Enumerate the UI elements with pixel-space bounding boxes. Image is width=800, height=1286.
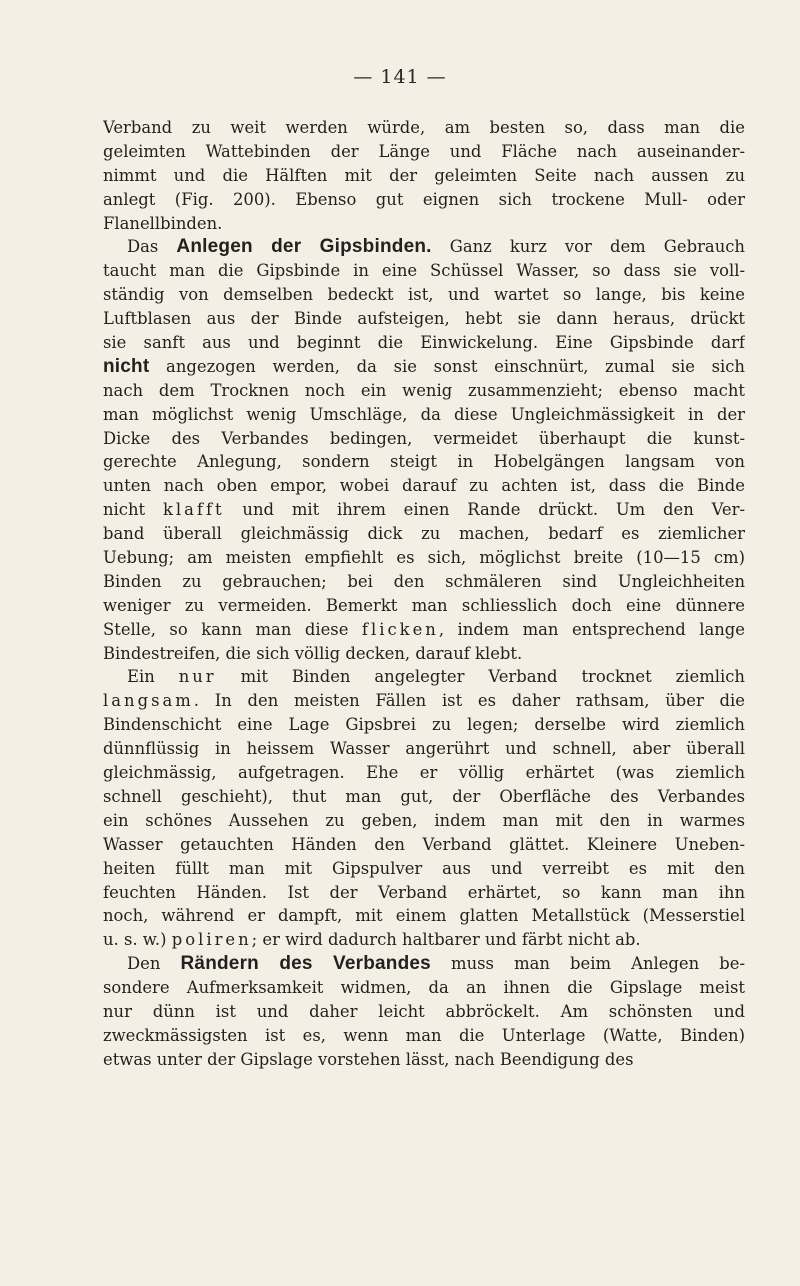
text-run: geleimten Wattebinden der Länge und Fläche nach auseinander- [103, 141, 745, 161]
text-line [103, 689, 745, 713]
text-run: Bindenschicht eine Lage Gipsbrei zu legen; derselbe wird ziemlich [103, 715, 745, 735]
text-run: ständig von demselben bedeckt ist, und wartet so lange, bis keine [103, 285, 745, 305]
text-line [103, 450, 745, 474]
text-line [103, 881, 745, 905]
text-line [103, 1024, 745, 1048]
body-text [103, 116, 745, 1072]
text-line [103, 833, 745, 857]
text-run: zweckmässigsten ist es, wenn man die Unterlage (Watte, Binden) [103, 1025, 745, 1045]
text-run: Binden zu gebrauchen; bei den schmäleren sind Ungleichheiten [103, 571, 745, 591]
text-line [103, 1000, 745, 1024]
text-run: feuchten Händen. Ist der Verband erhärtet, so kann man ihn [103, 882, 745, 902]
text-line [103, 976, 745, 1000]
text-run: sie sanft aus und beginnt die Einwickelung. Eine Gipsbinde darf [103, 333, 745, 353]
text-run: Luftblasen aus der Binde aufsteigen, hebt sie dann heraus, drückt [103, 309, 745, 329]
emphasized-spaced-word: langsam [103, 691, 194, 711]
text-line [103, 379, 745, 403]
text-run: nur dünn ist und daher leicht abbröckelt. Am schönsten und [103, 1001, 745, 1021]
text-run: Ganz kurz vor dem Gebrauch [431, 237, 745, 257]
text-run: Ein [127, 667, 179, 687]
text-run: u. s. w.) [103, 930, 172, 950]
text-run: nicht [103, 500, 163, 520]
text-run: heiten füllt man mit Gipspulver aus und verreibt es mit den [103, 858, 745, 878]
text-run: . In den meisten Fällen ist es daher rathsam, über die [193, 691, 745, 711]
text-run: Den [127, 954, 181, 974]
text-line [103, 403, 745, 427]
text-line [103, 761, 745, 785]
text-line [103, 857, 745, 881]
text-line [103, 904, 745, 928]
text-run: band überall gleichmässig dick zu machen, bedarf es ziemlicher [103, 524, 745, 544]
text-run: anlegt (Fig. 200). Ebenso gut eignen sich trockene Mull- oder [103, 189, 745, 209]
text-line [103, 140, 745, 164]
text-run: ; er wird dadurch haltbarer und färbt nicht ab. [251, 930, 641, 950]
bold-heading-phrase: Anlegen der Gipsbinden. [176, 236, 432, 258]
text-line [103, 522, 745, 546]
emphasized-spaced-word: poliren [171, 930, 252, 950]
text-run: schnell geschieht), thut man gut, der Oberfläche des Verbandes [103, 786, 745, 806]
text-run: man möglichst wenig Umschläge, da diese Ungleichmässigkeit in der [103, 404, 745, 424]
text-line [103, 498, 745, 522]
text-run: unten nach oben empor, wobei darauf zu achten ist, dass die Binde [103, 476, 745, 496]
text-run: Das [127, 237, 177, 257]
text-run: , indem man entsprechend lange [438, 619, 745, 639]
text-line [103, 665, 745, 689]
emphasized-spaced-word: flicken [361, 619, 439, 639]
text-line [103, 737, 745, 761]
text-line [103, 259, 745, 283]
emphasized-spaced-word: nur [178, 667, 217, 687]
text-line [103, 116, 745, 140]
text-run: und mit ihrem einen Rande drückt. Um den Ver- [224, 500, 745, 520]
page-number: — 141 — [353, 66, 447, 88]
text-run: gerechte Anlegung, sondern steigt in Hobelgängen langsam von [103, 452, 745, 472]
text-run: taucht man die Gipsbinde in eine Schüssel Wasser, so dass sie voll- [103, 261, 745, 281]
text-line [103, 570, 745, 594]
text-line [103, 618, 745, 642]
text-line [103, 594, 745, 618]
text-line [103, 235, 745, 259]
text-run: nimmt und die Hälften mit der geleimten Seite nach aussen zu [103, 165, 745, 185]
text-run: nach dem Trocknen noch ein wenig zusammenzieht; ebenso macht [103, 380, 745, 400]
text-line [103, 928, 745, 952]
text-run: Flanellbinden. [103, 213, 223, 233]
bold-heading-phrase: Rändern des Verbandes [180, 953, 431, 975]
text-line [103, 546, 745, 570]
text-run: Dicke des Verbandes bedingen, vermeidet überhaupt die kunst- [103, 428, 745, 448]
text-line [103, 809, 745, 833]
text-line [103, 283, 745, 307]
text-line [103, 785, 745, 809]
text-run: Verband zu weit werden würde, am besten so, dass man die [103, 118, 745, 137]
text-line [103, 427, 745, 451]
text-run: Wasser getauchten Händen den Verband glättet. Kleinere Uneben- [103, 834, 745, 854]
text-run: mit Binden angelegter Verband trocknet ziemlich [216, 667, 745, 687]
text-line [103, 331, 745, 355]
text-line [103, 355, 745, 379]
text-run: gleichmässig, aufgetragen. Ehe er völlig erhärtet (was ziemlich [103, 763, 745, 783]
text-line [103, 642, 745, 666]
text-line [103, 188, 745, 212]
text-line [103, 164, 745, 188]
text-line [103, 1048, 745, 1072]
text-line [103, 212, 745, 236]
text-run: Uebung; am meisten empfiehlt es sich, möglichst breite (10—15 cm) [103, 548, 745, 568]
text-run: Bindestreifen, die sich völlig decken, darauf klebt. [103, 643, 523, 663]
text-run: weniger zu vermeiden. Bemerkt man schliesslich doch eine dünnere [103, 595, 745, 615]
text-run: sondere Aufmerksamkeit widmen, da an ihnen die Gipslage meist [103, 978, 745, 998]
text-run: etwas unter der Gipslage vorstehen lässt, nach Beendigung des [103, 1049, 634, 1069]
text-run: ein schönes Aussehen zu geben, indem man mit den in warmes [103, 810, 745, 830]
text-run: angezogen werden, da sie sonst einschnürt, zumal sie sich [149, 356, 745, 376]
text-line [103, 713, 745, 737]
text-run: Stelle, so kann man diese [103, 619, 362, 639]
text-line [103, 307, 745, 331]
text-run: noch, während er dampft, mit einem glatten Metallstück (Messerstiel [103, 906, 745, 926]
text-line [103, 952, 745, 976]
text-line [103, 474, 745, 498]
emphasized-spaced-word: klafft [162, 500, 225, 520]
bold-heading-phrase: nicht [103, 355, 150, 377]
text-run: dünnflüssig in heissem Wasser angerührt und schnell, aber überall [103, 739, 745, 759]
text-run: muss man beim Anlegen be- [430, 954, 745, 974]
